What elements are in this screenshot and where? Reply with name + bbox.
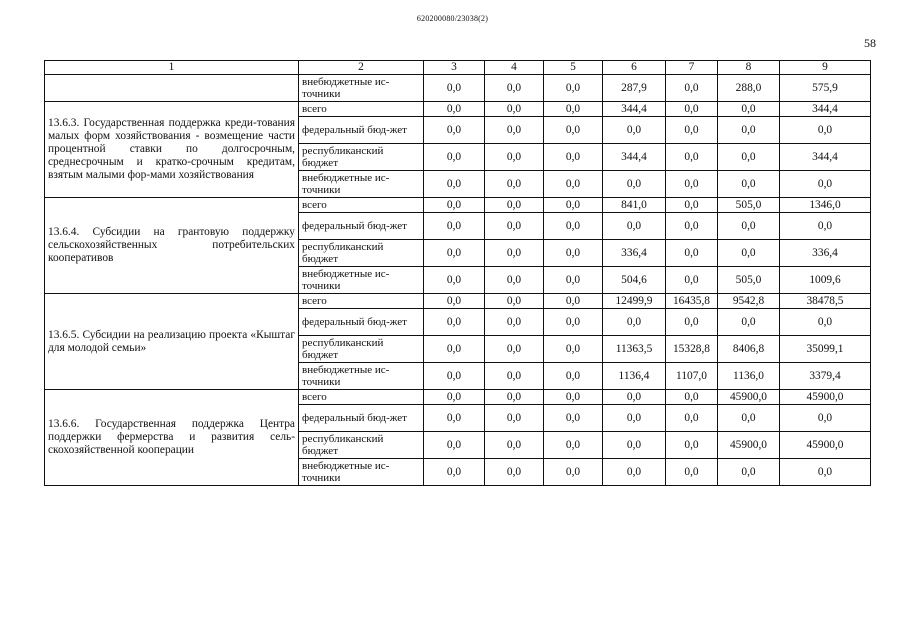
value-cell: 287,9 xyxy=(603,75,666,102)
value-cell: 0,0 xyxy=(485,198,544,213)
value-cell: 0,0 xyxy=(780,309,871,336)
funding-source: внебюджетные ис-точники xyxy=(299,267,424,294)
funding-source: республиканский бюджет xyxy=(299,240,424,267)
value-cell: 0,0 xyxy=(544,213,603,240)
value-cell: 0,0 xyxy=(718,102,780,117)
column-header: 2 xyxy=(299,61,424,75)
value-cell: 0,0 xyxy=(544,432,603,459)
value-cell: 0,0 xyxy=(666,267,718,294)
value-cell: 0,0 xyxy=(718,240,780,267)
value-cell: 0,0 xyxy=(424,267,485,294)
value-cell: 575,9 xyxy=(780,75,871,102)
value-cell: 1346,0 xyxy=(780,198,871,213)
value-cell: 0,0 xyxy=(666,213,718,240)
value-cell: 0,0 xyxy=(424,363,485,390)
value-cell: 0,0 xyxy=(544,171,603,198)
table-row xyxy=(45,390,871,405)
document-code: 620200080/23038(2) xyxy=(416,14,489,23)
funding-source: федеральный бюд-жет xyxy=(299,117,424,144)
value-cell: 0,0 xyxy=(485,267,544,294)
value-cell: 0,0 xyxy=(424,309,485,336)
value-cell: 0,0 xyxy=(485,213,544,240)
value-cell: 0,0 xyxy=(485,309,544,336)
value-cell: 0,0 xyxy=(666,240,718,267)
value-cell: 45900,0 xyxy=(780,432,871,459)
value-cell: 0,0 xyxy=(485,144,544,171)
value-cell: 0,0 xyxy=(718,117,780,144)
column-header-row xyxy=(45,61,871,75)
table-row xyxy=(45,198,871,213)
value-cell: 0,0 xyxy=(780,117,871,144)
value-cell: 0,0 xyxy=(485,390,544,405)
value-cell: 344,4 xyxy=(780,144,871,171)
value-cell: 0,0 xyxy=(718,405,780,432)
item-title: 13.6.4. Субсидии на грантовую поддержку сельскохозяйственных потребительских кооперативов xyxy=(45,198,299,294)
value-cell: 0,0 xyxy=(780,213,871,240)
value-cell: 0,0 xyxy=(485,294,544,309)
value-cell: 11363,5 xyxy=(603,336,666,363)
value-cell: 0,0 xyxy=(603,432,666,459)
value-cell: 45900,0 xyxy=(780,390,871,405)
funding-source: внебюджетные ис-точники xyxy=(299,75,424,102)
funding-source: внебюджетные ис-точники xyxy=(299,363,424,390)
value-cell: 0,0 xyxy=(544,294,603,309)
funding-source: всего xyxy=(299,294,424,309)
value-cell: 1009,6 xyxy=(780,267,871,294)
value-cell: 15328,8 xyxy=(666,336,718,363)
value-cell: 0,0 xyxy=(424,117,485,144)
value-cell: 8406,8 xyxy=(718,336,780,363)
value-cell: 0,0 xyxy=(485,171,544,198)
value-cell: 0,0 xyxy=(718,171,780,198)
value-cell: 0,0 xyxy=(485,363,544,390)
value-cell: 841,0 xyxy=(603,198,666,213)
value-cell: 0,0 xyxy=(666,198,718,213)
column-header: 1 xyxy=(45,61,299,75)
column-header: 9 xyxy=(780,61,871,75)
value-cell: 0,0 xyxy=(544,363,603,390)
value-cell: 1136,0 xyxy=(718,363,780,390)
value-cell: 0,0 xyxy=(666,171,718,198)
funding-source: внебюджетные ис-точники xyxy=(299,459,424,486)
value-cell: 0,0 xyxy=(603,213,666,240)
page-number: 58 xyxy=(864,36,876,50)
value-cell: 35099,1 xyxy=(780,336,871,363)
funding-source: всего xyxy=(299,390,424,405)
funding-source: федеральный бюд-жет xyxy=(299,213,424,240)
value-cell: 0,0 xyxy=(603,309,666,336)
value-cell: 344,4 xyxy=(603,102,666,117)
value-cell: 0,0 xyxy=(424,294,485,309)
value-cell: 0,0 xyxy=(424,75,485,102)
value-cell: 0,0 xyxy=(780,171,871,198)
value-cell: 0,0 xyxy=(666,117,718,144)
value-cell: 0,0 xyxy=(603,117,666,144)
value-cell: 0,0 xyxy=(544,390,603,405)
value-cell: 0,0 xyxy=(424,240,485,267)
value-cell: 0,0 xyxy=(485,102,544,117)
value-cell: 0,0 xyxy=(424,171,485,198)
value-cell: 0,0 xyxy=(666,432,718,459)
funding-source: федеральный бюд-жет xyxy=(299,309,424,336)
value-cell: 0,0 xyxy=(544,240,603,267)
value-cell: 0,0 xyxy=(424,144,485,171)
value-cell: 0,0 xyxy=(485,240,544,267)
value-cell: 0,0 xyxy=(485,432,544,459)
funding-source: республиканский бюджет xyxy=(299,144,424,171)
value-cell: 0,0 xyxy=(544,102,603,117)
value-cell: 0,0 xyxy=(666,102,718,117)
value-cell: 0,0 xyxy=(544,309,603,336)
value-cell: 336,4 xyxy=(780,240,871,267)
value-cell: 0,0 xyxy=(424,459,485,486)
value-cell: 505,0 xyxy=(718,267,780,294)
value-cell: 344,4 xyxy=(603,144,666,171)
value-cell: 0,0 xyxy=(544,198,603,213)
budget-table xyxy=(44,60,871,486)
column-header: 4 xyxy=(485,61,544,75)
column-header: 8 xyxy=(718,61,780,75)
value-cell: 505,0 xyxy=(718,198,780,213)
value-cell: 0,0 xyxy=(603,459,666,486)
value-cell: 1136,4 xyxy=(603,363,666,390)
value-cell: 0,0 xyxy=(666,390,718,405)
value-cell: 0,0 xyxy=(666,309,718,336)
value-cell: 38478,5 xyxy=(780,294,871,309)
value-cell: 344,4 xyxy=(780,102,871,117)
value-cell: 504,6 xyxy=(603,267,666,294)
table-row xyxy=(45,75,871,102)
table-row xyxy=(45,294,871,309)
item-title: 13.6.6. Государственная поддержка Центра поддержки фермерства и развития сель-скохозяйственной кооперации xyxy=(45,390,299,486)
funding-source: внебюджетные ис-точники xyxy=(299,171,424,198)
funding-source: республиканский бюджет xyxy=(299,336,424,363)
column-header: 7 xyxy=(666,61,718,75)
value-cell: 9542,8 xyxy=(718,294,780,309)
column-header: 3 xyxy=(424,61,485,75)
value-cell: 0,0 xyxy=(666,405,718,432)
value-cell: 0,0 xyxy=(718,144,780,171)
value-cell: 0,0 xyxy=(424,213,485,240)
funding-source: республиканский бюджет xyxy=(299,432,424,459)
value-cell: 0,0 xyxy=(485,117,544,144)
value-cell: 45900,0 xyxy=(718,432,780,459)
value-cell: 0,0 xyxy=(666,459,718,486)
value-cell: 0,0 xyxy=(603,171,666,198)
value-cell: 0,0 xyxy=(544,336,603,363)
value-cell: 0,0 xyxy=(544,144,603,171)
value-cell: 45900,0 xyxy=(718,390,780,405)
value-cell: 336,4 xyxy=(603,240,666,267)
item-cell-empty xyxy=(45,75,299,102)
value-cell: 3379,4 xyxy=(780,363,871,390)
value-cell: 0,0 xyxy=(544,405,603,432)
value-cell: 1107,0 xyxy=(666,363,718,390)
value-cell: 0,0 xyxy=(424,102,485,117)
funding-source: всего xyxy=(299,198,424,213)
value-cell: 0,0 xyxy=(718,459,780,486)
value-cell: 0,0 xyxy=(544,75,603,102)
value-cell: 0,0 xyxy=(485,405,544,432)
value-cell: 0,0 xyxy=(603,390,666,405)
item-title: 13.6.3. Государственная поддержка креди-тования малых форм хозяйствования - возмещение части процентной ставки по долгосрочным, среднесрочным и кратко-срочным кредитам, взятым малыми фор-мами хозяйствования xyxy=(45,102,299,198)
value-cell: 0,0 xyxy=(424,432,485,459)
value-cell: 0,0 xyxy=(485,75,544,102)
value-cell: 0,0 xyxy=(544,117,603,144)
value-cell: 0,0 xyxy=(424,198,485,213)
value-cell: 0,0 xyxy=(544,459,603,486)
value-cell: 0,0 xyxy=(780,405,871,432)
column-header: 6 xyxy=(603,61,666,75)
value-cell: 0,0 xyxy=(718,309,780,336)
value-cell: 0,0 xyxy=(485,336,544,363)
value-cell: 0,0 xyxy=(424,405,485,432)
funding-source: федеральный бюд-жет xyxy=(299,405,424,432)
value-cell: 12499,9 xyxy=(603,294,666,309)
value-cell: 0,0 xyxy=(485,459,544,486)
value-cell: 0,0 xyxy=(424,390,485,405)
value-cell: 0,0 xyxy=(666,144,718,171)
table-row xyxy=(45,102,871,117)
value-cell: 0,0 xyxy=(780,459,871,486)
value-cell: 0,0 xyxy=(544,267,603,294)
value-cell: 0,0 xyxy=(718,213,780,240)
value-cell: 0,0 xyxy=(666,75,718,102)
value-cell: 16435,8 xyxy=(666,294,718,309)
value-cell: 0,0 xyxy=(603,405,666,432)
value-cell: 0,0 xyxy=(424,336,485,363)
funding-source: всего xyxy=(299,102,424,117)
value-cell: 288,0 xyxy=(718,75,780,102)
item-title: 13.6.5. Субсидии на реализацию проекта «Кыштаг для молодой семьи» xyxy=(45,294,299,390)
column-header: 5 xyxy=(544,61,603,75)
